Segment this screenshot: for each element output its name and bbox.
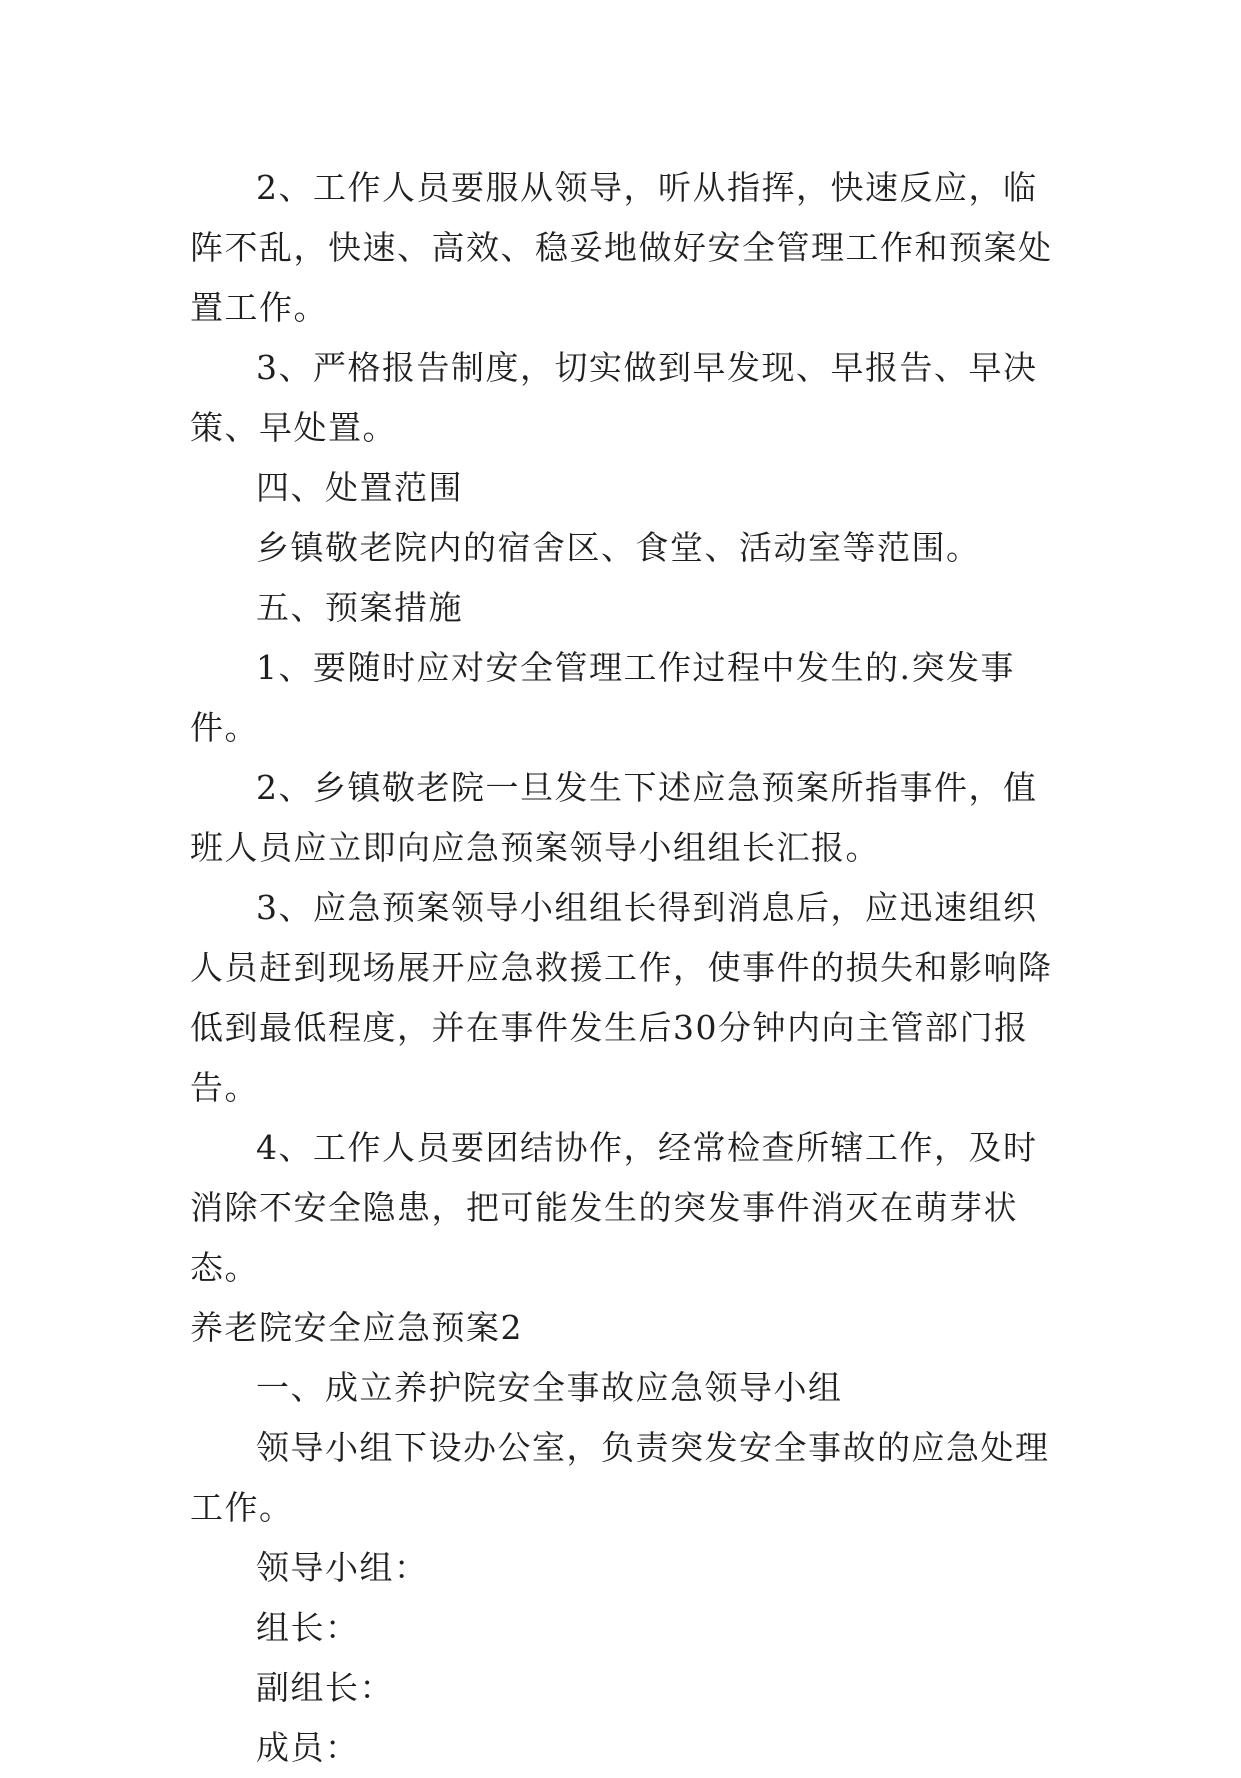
heading-leadership-group: 一、成立养护院安全事故应急领导小组 xyxy=(256,1368,843,1407)
section-heading: 养老院安全应急预案2 xyxy=(190,1308,523,1347)
label-deputy-leader: 副组长： xyxy=(256,1668,394,1707)
paragraph-office: 领导小组下设办公室，负责突发安全事故的应急处理工作。 xyxy=(190,1428,1050,1527)
paragraph-duty-2: 2、工作人员要服从领导，听从指挥，快速反应，临阵不乱，快速、高效、稳妥地做好安全管理工作和预案处置工作。 xyxy=(190,168,1053,327)
paragraph-measure-4: 4、工作人员要团结协作，经常检查所辖工作，及时消除不安全隐患，把可能发生的突发事件消灭在萌芽状态。 xyxy=(190,1128,1038,1287)
paragraph-measure-3: 3、应急预案领导小组组长得到消息后，应迅速组织人员赶到现场展开应急救援工作，使事件的损失和影响降低到最低程度，并在事件发生后30分钟内向主管部门报告。 xyxy=(190,888,1053,1107)
label-group-leader: 组长： xyxy=(256,1608,360,1647)
label-members: 成员： xyxy=(256,1728,360,1767)
document-body xyxy=(190,158,1070,1778)
paragraph-measure-2: 2、乡镇敬老院一旦发生下述应急预案所指事件，值班人员应立即向应急预案领导小组组长汇报。 xyxy=(190,768,1038,867)
label-leadership-group: 领导小组： xyxy=(256,1548,429,1587)
heading-scope: 四、处置范围 xyxy=(256,468,463,507)
heading-measures: 五、预案措施 xyxy=(256,588,463,627)
paragraph-duty-3: 3、严格报告制度，切实做到早发现、早报告、早决策、早处置。 xyxy=(190,348,1038,447)
paragraph-measure-1: 1、要随时应对安全管理工作过程中发生的.突发事件。 xyxy=(190,648,1015,747)
paragraph-scope: 乡镇敬老院内的宿舍区、食堂、活动室等范围。 xyxy=(256,528,981,567)
